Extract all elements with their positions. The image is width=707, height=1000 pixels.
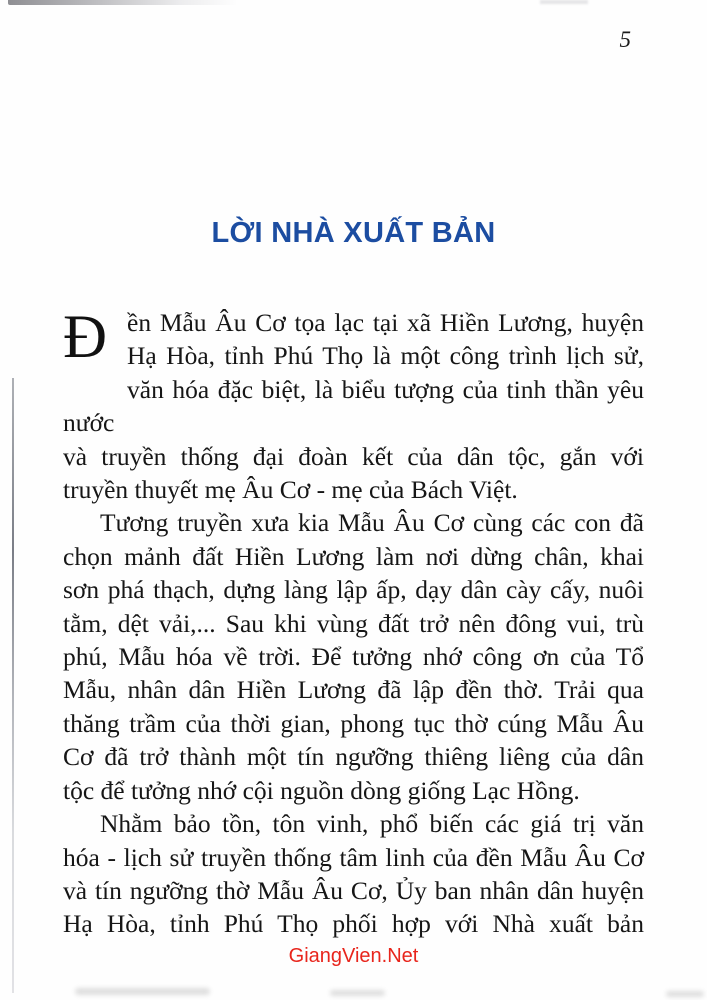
text-line: Tương truyền xưa kia Mẫu Âu Cơ cùng các con đã <box>100 508 644 538</box>
text-line: truyền thuyết mẹ Âu Cơ - mẹ của Bách Việt. <box>63 475 518 505</box>
text-line: ền Mẫu Âu Cơ tọa lạc tại xã Hiền Lương, huyện <box>127 308 644 337</box>
text-line: tộc để tưởng nhớ cội nguồn dòng giống Lạc Hồng. <box>63 775 580 805</box>
text-line: sơn phá thạch, dựng làng lập ấp, dạy dân cày cấy, nuôi <box>63 575 644 605</box>
text-line: và truyền thống đại đoàn kết của dân tộc, gắn với <box>63 441 644 471</box>
paragraph <box>63 506 644 807</box>
chapter-title: LỜI NHÀ XUẤT BẢN <box>211 217 496 249</box>
text-line: Cơ đã trở thành một tín ngưỡng thiêng liêng của dân <box>63 742 644 772</box>
watermark: GiangVien.Net <box>288 945 419 967</box>
page-number: 5 <box>619 27 631 52</box>
scan-artifact-bottom-smudge <box>330 990 385 996</box>
text-line: chọn mảnh đất Hiền Lương làm nơi dừng chân, khai <box>63 541 644 571</box>
text-line: Hạ Hòa, tỉnh Phú Thọ là một công trình lịch sử, <box>127 341 644 371</box>
text-line: hóa - lịch sử truyền thống tâm linh của đền Mẫu Âu Cơ <box>63 842 644 872</box>
text-line: Nhằm bảo tồn, tôn vinh, phổ biến các giá trị văn <box>100 809 644 839</box>
paragraph <box>63 306 644 506</box>
drop-cap: Đ <box>63 304 108 371</box>
text-line: văn hóa đặc biệt, là biểu tượng của tinh thần yêu nước <box>63 374 644 438</box>
text-line: thăng trầm của thời gian, phong tục thờ cúng Mẫu Âu <box>63 708 644 738</box>
text-line: Mẫu, nhân dân Hiền Lương đã lập đền thờ. Trải qua <box>63 675 644 705</box>
scan-artifact-bottom-smudge <box>75 988 210 995</box>
paragraph <box>63 807 644 941</box>
scan-artifact-left-line <box>12 378 14 993</box>
text-line: Hạ Hòa, tỉnh Phú Thọ phối hợp với Nhà xuất bản <box>63 909 644 939</box>
scan-artifact-top-smudge <box>540 0 588 4</box>
text-line: và tín ngưỡng thờ Mẫu Âu Cơ, Ủy ban nhân dân huyện <box>63 875 644 905</box>
scan-artifact-top-bar <box>8 0 238 5</box>
scan-artifact-bottom-smudge <box>666 991 704 997</box>
text-line: phú, Mẫu hóa về trời. Để tưởng nhớ công ơn của Tổ <box>63 642 644 672</box>
body-text <box>63 306 644 941</box>
text-line: tằm, dệt vải,... Sau khi vùng đất trở nên đông vui, trù <box>63 608 644 638</box>
